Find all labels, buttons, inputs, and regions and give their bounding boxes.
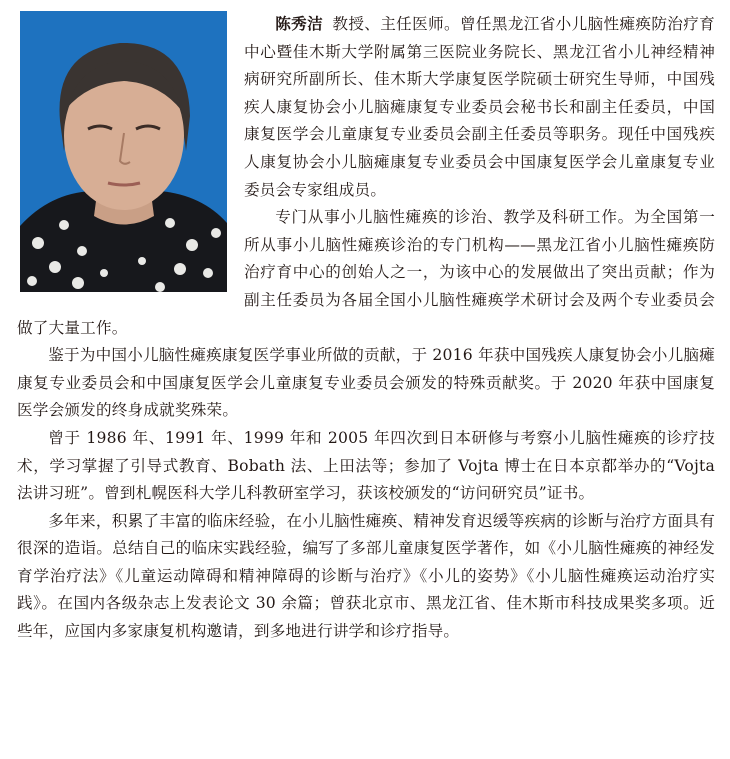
- bio-paragraph-1: 陈秀洁 教授、主任医师。曾任黑龙江省小儿脑性瘫痪防治疗育中心暨佳木斯大学附属第三医院业务院长、黑龙江省小儿神经精神病研究所副所长、佳木斯大学康复医学院硕士研究生导师，中国残疾人康复协会小儿脑瘫康复专业委员会秘书长和副主任委员，中国康复医学会儿童康复专业委员会副主任委员等职务。现任中国残疾人康复协会小儿脑瘫康复专业委员会中国康复医学会儿童康复专业委员会专家组成员。: [244, 14, 715, 199]
- bio-paragraph-3: 鉴于为中国小儿脑性瘫痪康复医学事业所做的贡献，于 2016 年获中国残疾人康复协会小儿脑瘫康复专业委员会和中国康复医学会儿童康复专业委员会颁发的特殊贡献奖。于 2020 年获中国康复医学会颁发的终身成就奖殊荣。: [17, 346, 715, 420]
- bio-paragraph-5: 多年来，积累了丰富的临床经验，在小儿脑性瘫痪、精神发育迟缓等疾病的诊断与治疗方面具有很深的造诣。总结自己的临床实践经验，编写了多部儿童康复医学著作，如《小儿脑性瘫痪的神经发育学治疗法》《儿童运动障碍和精神障碍的诊断与治疗》《小儿的姿势》《小儿脑性瘫痪运动治疗实践》。在国内各级杂志上发表论文 30 余篇；曾获北京市、黑龙江省、佳木斯市科技成果奖多项。近些年，应国内多家康复机构邀请，到多地进行讲学和诊疗指导。: [17, 511, 715, 641]
- biography-text: [17, 10, 715, 646]
- bio-paragraph-2: 专门从事小儿脑性瘫痪的诊治、教学及科研工作。为全国第一所从事小儿脑性瘫痪诊治的专门机构——黑龙江省小儿脑性瘫痪防治疗育中心的创始人之一，为该中心的发展做出了突出贡献；作为副主任委员为各届全国小儿脑性瘫痪学术研讨会及两个专业委员会做了大量工作。: [17, 208, 715, 337]
- bio-paragraph-4: 曾于 1986 年、1991 年、1999 年和 2005 年四次到日本研修与考察小儿脑性瘫痪的诊疗技术，学习掌握了引导式教育、Bobath 法、上田法等；参加了 Vojta 博士在日本京都举办的“Vojta 法讲习班”。曾到札幌医科大学儿科教研室学习，获该校颁发的“访问研究员”证书。: [17, 428, 715, 503]
- person-name: 陈秀洁: [275, 14, 324, 33]
